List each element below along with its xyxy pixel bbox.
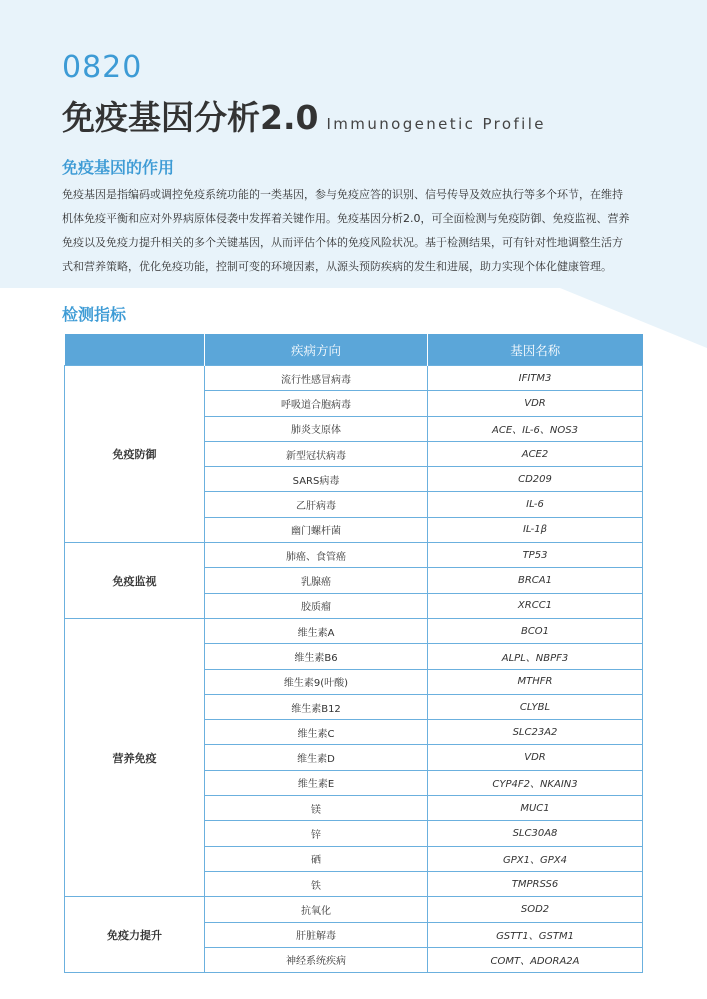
disease-cell: 镁 — [205, 796, 428, 821]
intro-line: 机体免疫平衡和应对外界病原体侵袭中发挥着关键作用。免疫基因分析2.0，可全面检测与免疫防御、免疫监视、营养 — [62, 212, 630, 225]
gene-cell: BCO1 — [428, 618, 643, 643]
indicator-table — [64, 334, 643, 973]
page-title — [62, 92, 546, 139]
gene-cell: XRCC1 — [428, 593, 643, 618]
disease-cell: 呼吸道合胞病毒 — [205, 391, 428, 416]
disease-cell: 乳腺癌 — [205, 568, 428, 593]
section-heading-role: 免疫基因的作用 — [62, 158, 175, 177]
gene-cell: CYP4F2、NKAIN3 — [428, 770, 643, 795]
gene-cell: MUC1 — [428, 796, 643, 821]
gene-cell: TMPRSS6 — [428, 871, 643, 896]
header-gene: 基因名称 — [428, 334, 643, 366]
disease-cell: 胶质瘤 — [205, 593, 428, 618]
gene-cell: IL-6 — [428, 492, 643, 517]
title-chinese: 免疫基因分析2.0 — [62, 98, 319, 137]
table-body — [65, 366, 643, 973]
intro-paragraph — [62, 183, 662, 279]
disease-cell: 维生素A — [205, 618, 428, 643]
disease-cell: 乙肝病毒 — [205, 492, 428, 517]
gene-cell: SOD2 — [428, 897, 643, 922]
gene-cell: ACE2 — [428, 441, 643, 466]
category-cell: 免疫监视 — [65, 543, 205, 619]
disease-cell: 流行性感冒病毒 — [205, 366, 428, 391]
header-category — [65, 334, 205, 366]
intro-line: 免疫以及免疫力提升相关的多个关键基因，从而评估个体的免疫风险状况。基于检测结果，可有针对性地调整生活方 — [62, 236, 623, 249]
gene-cell: SLC30A8 — [428, 821, 643, 846]
category-cell: 免疫力提升 — [65, 897, 205, 973]
gene-cell: GSTT1、GSTM1 — [428, 922, 643, 947]
gene-cell: COMT、ADORA2A — [428, 947, 643, 972]
table-row — [65, 618, 643, 643]
gene-cell: MTHFR — [428, 669, 643, 694]
disease-cell: 抗氧化 — [205, 897, 428, 922]
intro-line: 式和营养策略，优化免疫功能，控制可变的环境因素，从源头预防疾病的发生和进展，助力实现个体化健康管理。 — [62, 260, 612, 273]
gene-cell: BRCA1 — [428, 568, 643, 593]
disease-cell: 维生素9(叶酸) — [205, 669, 428, 694]
gene-cell: VDR — [428, 745, 643, 770]
intro-line: 免疫基因是指编码或调控免疫系统功能的一类基因，参与免疫应答的识别、信号传导及效应执行等多个环节，在维持 — [62, 188, 623, 201]
gene-cell: ALPL、NBPF3 — [428, 644, 643, 669]
gene-cell: CD209 — [428, 467, 643, 492]
gene-cell: CLYBL — [428, 694, 643, 719]
disease-cell: 维生素E — [205, 770, 428, 795]
title-english: Immunogenetic Profile — [326, 115, 546, 133]
gene-cell: ACE、IL-6、NOS3 — [428, 416, 643, 441]
disease-cell: SARS病毒 — [205, 467, 428, 492]
disease-cell: 幽门螺杆菌 — [205, 517, 428, 542]
category-cell: 免疫防御 — [65, 366, 205, 543]
table-row — [65, 366, 643, 391]
gene-cell: VDR — [428, 391, 643, 416]
table-header-row — [65, 334, 643, 366]
disease-cell: 新型冠状病毒 — [205, 441, 428, 466]
gene-cell: SLC23A2 — [428, 720, 643, 745]
gene-cell: GPX1、GPX4 — [428, 846, 643, 871]
section-heading-indicators: 检测指标 — [62, 305, 127, 324]
disease-cell: 维生素B6 — [205, 644, 428, 669]
disease-cell: 维生素D — [205, 745, 428, 770]
table-row — [65, 897, 643, 922]
disease-cell: 硒 — [205, 846, 428, 871]
disease-cell: 锌 — [205, 821, 428, 846]
table-row — [65, 543, 643, 568]
header-disease: 疾病方向 — [205, 334, 428, 366]
disease-cell: 肝脏解毒 — [205, 922, 428, 947]
disease-cell: 维生素B12 — [205, 694, 428, 719]
gene-cell: IL-1β — [428, 517, 643, 542]
category-cell: 营养免疫 — [65, 618, 205, 896]
disease-cell: 肺癌、食管癌 — [205, 543, 428, 568]
disease-cell: 肺炎支原体 — [205, 416, 428, 441]
disease-cell: 神经系统疾病 — [205, 947, 428, 972]
product-code: 0820 — [62, 50, 143, 85]
gene-cell: IFITM3 — [428, 366, 643, 391]
disease-cell: 铁 — [205, 871, 428, 896]
gene-cell: TP53 — [428, 543, 643, 568]
disease-cell: 维生素C — [205, 720, 428, 745]
